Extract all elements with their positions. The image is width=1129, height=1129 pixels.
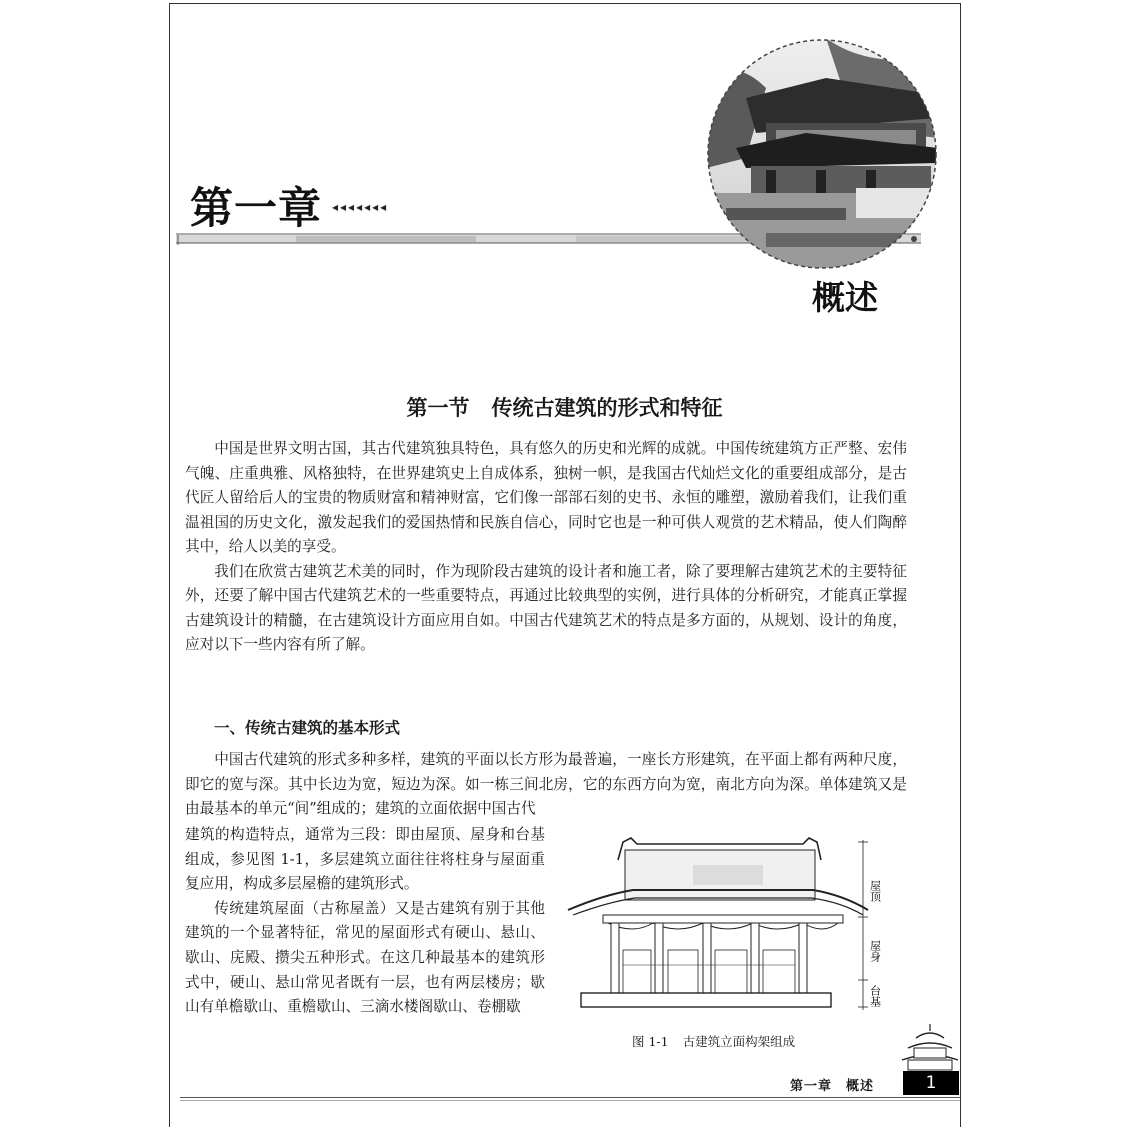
decorative-arrows: ◂◂◂◂◂◂◂ <box>332 200 389 214</box>
label-base: 台基 <box>868 985 882 1007</box>
paragraph: 传统建筑屋面（古称屋盖）又是古建筑有别于其他建筑的一个显著特征，常见的屋面形式有硬山、悬山、歇山、庑殿、攒尖五种形式。在这几种最基本的建筑形式中，硬山、悬山常见者既有一层，也有两层楼房；歇山有单檐歇山、重檐歇山、三滴水楼阁歇山、卷棚歇 <box>185 899 545 1016</box>
section-number: 第一节 <box>406 396 470 420</box>
section-title <box>0 392 1129 422</box>
body-text <box>185 437 907 658</box>
section-heading: 传统古建筑的形式和特征 <box>491 396 723 420</box>
footer-rule <box>180 1097 960 1098</box>
figure-caption <box>632 1032 795 1050</box>
footer-rule-secondary <box>180 1100 960 1101</box>
caption-text: 古建筑立面构架组成 <box>682 1034 796 1049</box>
caption-number: 图 1-1 <box>632 1034 669 1049</box>
elevation-figure <box>563 820 893 1020</box>
label-roof: 屋顶 <box>868 880 882 902</box>
paragraph: 中国是世界文明古国，其古代建筑独具特色，具有悠久的历史和光辉的成就。中国传统建筑方正严整、宏伟气魄、庄重典雅、风格独特，在世界建筑史上自成体系，独树一帜，是我国古代灿烂文化的重要组成部分，是古代匠人留给后人的宝贵的物质财富和精神财富，它们像一部部石刻的史书、永恒的雕塑，激励着我们，让我们重温祖国的历史文化，激发起我们的爱国热情和民族自信心，同时它也是一种可供人观赏的艺术精品，使人们陶醉其中，给人以美的享受。 <box>185 440 907 555</box>
temple-icon <box>900 1022 960 1072</box>
paragraph: 中国古代建筑的形式多种多样，建筑的平面以长方形为最普遍，一座长方形建筑，在平面上都有两种尺度，即它的宽与深。其中长边为宽，短边为深。如一栋三间北房，它的东西方向为宽，南北方向为深。单体建筑又是由最基本的单元“间”组成的；建筑的立面依据中国古代 <box>185 751 907 817</box>
running-head: 第一章 概述 <box>790 1079 875 1094</box>
chapter-label: 第一章 <box>190 184 322 234</box>
page-number: 1 <box>903 1071 959 1095</box>
label-body: 屋身 <box>868 940 882 962</box>
paragraph: 我们在欣赏古建筑艺术美的同时，作为现阶段古建筑的设计者和施工者，除了要理解古建筑艺术的主要特征外，还要了解中国古代建筑艺术的一些重要特点，再通过比较典型的实例，进行具体的分析研究，才能真正掌握古建筑设计的精髓，在古建筑设计方面应用自如。中国古代建筑艺术的特点是多方面的，从规划、设计的角度，应对以下一些内容有所了解。 <box>185 562 907 653</box>
subsection-body <box>185 748 907 822</box>
wrapped-text <box>185 823 545 1020</box>
subsection-title: 一、传统古建筑的基本形式 <box>214 719 401 737</box>
chapter-name: 概述 <box>812 278 878 317</box>
pavilion-photo <box>706 38 938 270</box>
paragraph: 建筑的构造特点，通常为三段：即由屋顶、屋身和台基组成，参见图 1-1，多层建筑立面往往将柱身与屋面重复应用，构成多层屋檐的建筑形式。 <box>185 826 545 893</box>
